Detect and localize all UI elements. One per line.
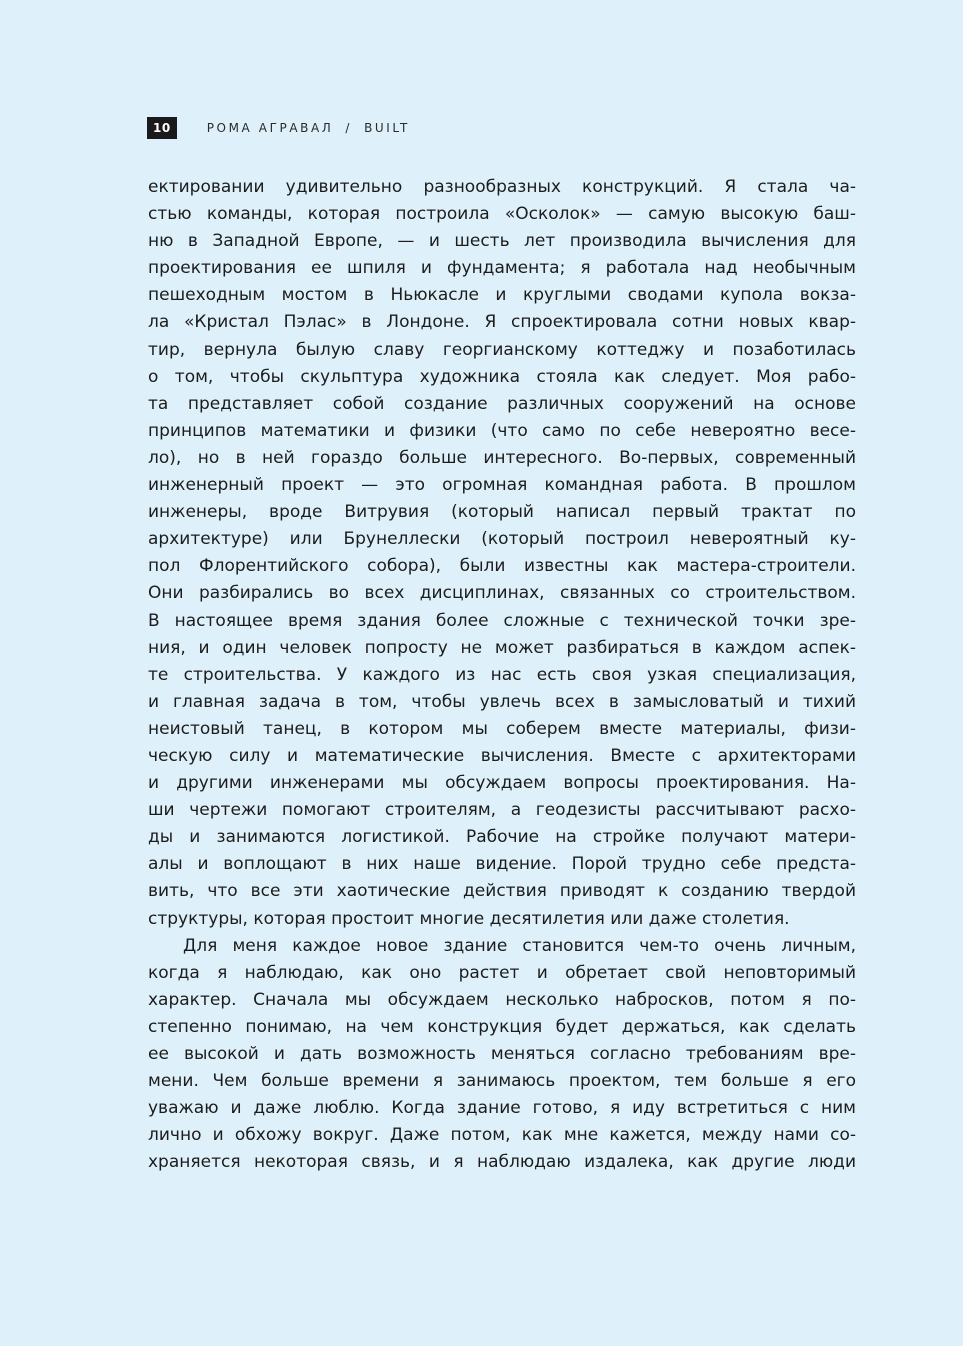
text-line: характер. Сначала мы обсуждаем несколько набросков, потом я по- xyxy=(148,989,856,1010)
text-line: инженеры, вроде Витрувия (который написал первый трактат по xyxy=(148,502,856,523)
author-name: РОМА АГРАВАЛ xyxy=(206,121,334,135)
text-line: ла «Кристал Пэлас» в Лондоне. Я спроектировала сотни новых квар- xyxy=(148,312,856,333)
text-line: вить, что все эти хаотические действия приводят к созданию твердой xyxy=(148,881,856,902)
text-line: лично и обхожу вокруг. Даже потом, как мне кажется, между нами со- xyxy=(148,1125,856,1146)
text-line: тир, вернула былую славу георгианскому коттеджу и позаботилась xyxy=(148,339,856,360)
text-line: и главная задача в том, чтобы увлечь всех в замысловатый и тихий xyxy=(148,691,856,712)
text-line: когда я наблюдаю, как оно растет и обретает свой неповторимый xyxy=(148,962,856,983)
text-line: ды и занимаются логистикой. Рабочие на стройке получают матери- xyxy=(148,827,856,848)
text-line: те строительства. У каждого из нас есть своя узкая специализация, xyxy=(148,664,856,685)
text-line: алы и воплощают в них наше видение. Порой трудно себе предста- xyxy=(148,854,856,875)
text-line: ню в Западной Европе, — и шесть лет производила вычисления для xyxy=(148,231,856,252)
header-separator: / xyxy=(345,121,353,135)
text-line: о том, чтобы скульптура художника стояла как следует. Моя рабо- xyxy=(148,366,856,387)
text-line: уважаю и даже люблю. Когда здание готово, я иду встретиться с ним xyxy=(148,1098,856,1119)
text-line: структуры, которая простоит многие десятилетия или даже столетия. xyxy=(148,908,790,929)
text-line: храняется некоторая связь, и я наблюдаю издалека, как другие люди xyxy=(148,1152,856,1173)
text-line: принципов математики и физики (что само по себе невероятно весе- xyxy=(148,420,856,441)
body-text xyxy=(148,174,856,1176)
text-line: ее высокой и дать возможность меняться согласно требованиям вре- xyxy=(148,1044,856,1064)
text-line: ло), но в ней гораздо больше интересного. Во-первых, современный xyxy=(148,447,856,468)
text-line: Они разбирались во всех дисциплинах, связанных со строительством. xyxy=(148,583,856,604)
text-line: неистовый танец, в котором мы соберем вместе материалы, физи- xyxy=(148,718,856,739)
text-line: архитектуре) или Брунеллески (который построил невероятный ку- xyxy=(148,529,856,550)
text-line: Для меня каждое новое здание становится чем-то очень личным, xyxy=(183,935,856,956)
paragraph xyxy=(148,174,856,933)
book-title: BUILT xyxy=(364,121,410,135)
text-line: стью команды, которая построила «Осколок» — самую высокую баш- xyxy=(148,204,856,225)
text-line: мени. Чем больше времени я занимаюсь проектом, тем больше я его xyxy=(148,1071,856,1092)
page-number: 10 xyxy=(147,117,177,139)
paragraph xyxy=(148,933,856,1177)
text-line: степенно понимаю, на чем конструкция будет держаться, как сделать xyxy=(148,1016,856,1037)
text-line: та представляет собой создание различных сооружений на основе xyxy=(148,393,856,414)
text-line: В настоящее время здания более сложные с технической точки зре- xyxy=(148,610,856,631)
text-line: ши чертежи помогают строителям, а геодезисты рассчитывают расхо- xyxy=(148,800,856,821)
text-line: ектировании удивительно разнообразных конструкций. Я стала ча- xyxy=(148,177,856,197)
text-line: пол Флорентийского собора), были известны как мастера-строители. xyxy=(148,556,856,577)
text-line: инженерный проект — это огромная командная работа. В прошлом xyxy=(148,475,856,496)
text-line: и другими инженерами мы обсуждаем вопросы проектирования. На- xyxy=(148,773,856,794)
text-line: пешеходным мостом в Ньюкасле и круглыми сводами купола вокза- xyxy=(148,285,856,306)
running-head-text xyxy=(207,121,410,135)
text-line: ния, и один человек попросту не может разбираться в каждом аспек- xyxy=(148,637,856,658)
running-header xyxy=(147,117,410,139)
text-line: проектирования ее шпиля и фундамента; я работала над необычным xyxy=(148,258,856,279)
text-line: ческую силу и математические вычисления. Вместе с архитекторами xyxy=(148,745,856,766)
